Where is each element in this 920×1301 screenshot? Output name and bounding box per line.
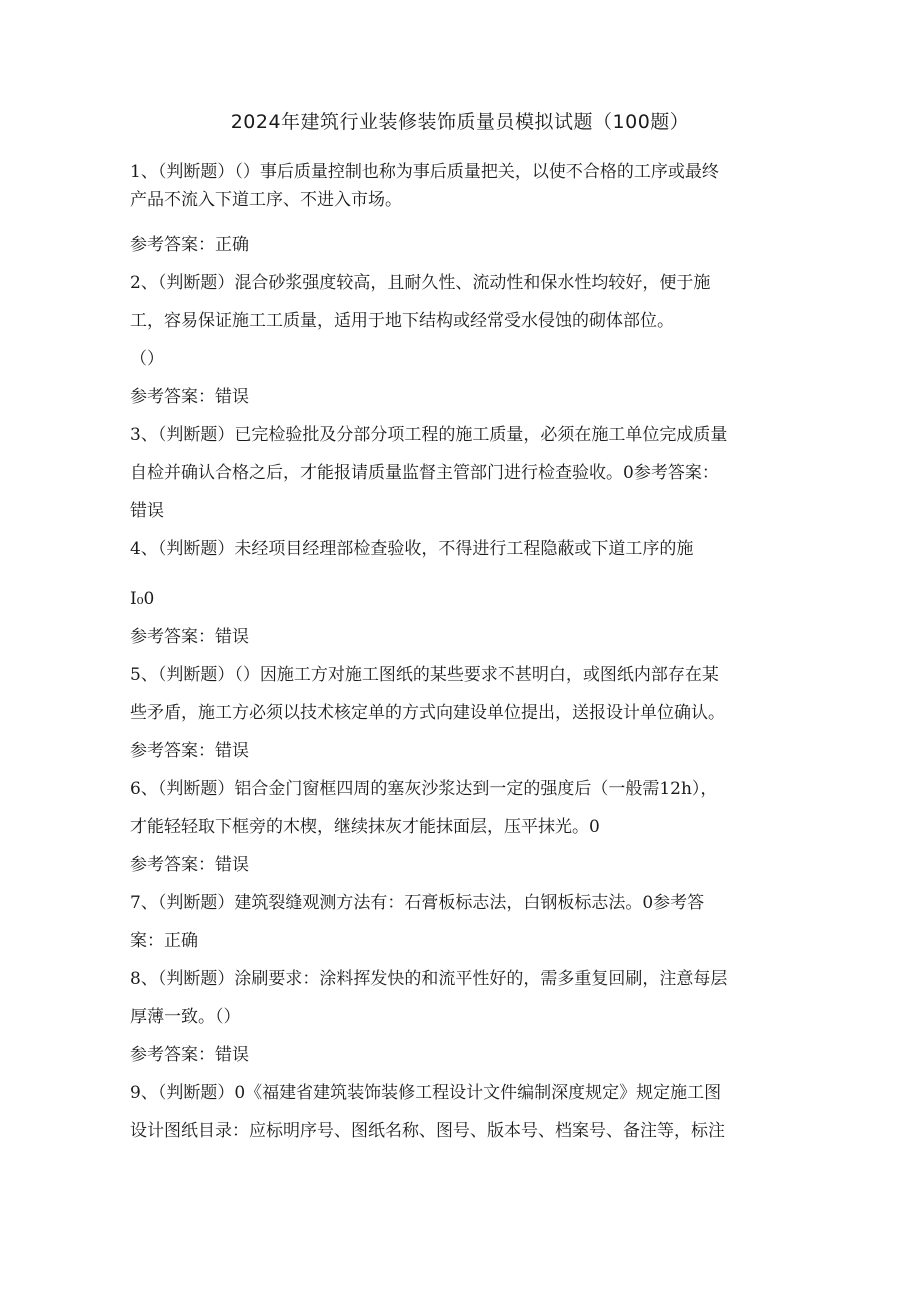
question-5-answer: 参考答案：错误 — [130, 741, 249, 761]
question-7-line-1: 7、（判断题）建筑裂缝观测方法有：石膏板标志法，白钢板标志法。0参考答 — [130, 893, 705, 913]
document-title: 2024年建筑行业装修装饰质量员模拟试题（100题） — [230, 111, 690, 133]
question-4-answer: 参考答案：错误 — [130, 627, 249, 647]
question-6-line-2: 才能轻轻取下框旁的木楔，继续抹灰才能抹面层，压平抹光。0 — [130, 817, 600, 837]
question-5-line-1: 5、（判断题）（）因施工方对施工图纸的某些要求不甚明白，或图纸内部存在某 — [130, 665, 719, 685]
question-3-line-3: 错误 — [130, 501, 164, 521]
question-9-line-2: 设计图纸目录：应标明序号、图纸名称、图号、版本号、档案号、备注等，标注 — [130, 1121, 725, 1141]
question-8-line-1: 8、（判断题）涂刷要求：涂料挥发快的和流平性好的，需多重复回刷，注意每层 — [130, 969, 728, 989]
question-1-answer: 参考答案：正确 — [130, 235, 249, 255]
question-1-line-2: 产品不流入下道工序、不进入市场。 — [130, 190, 402, 210]
question-list — [130, 158, 792, 1150]
question-1-line-1: 1、（判断题）（）事后质量控制也称为事后质量把关，以使不合格的工序或最终 — [130, 162, 719, 182]
question-4-line-1: 4、（判断题）未经项目经理部检查验收，不得进行工程隐蔽或下道工序的施 — [130, 539, 694, 559]
question-5-line-2: 些矛盾，施工方必须以技术核定单的方式向建设单位提出，送报设计单位确认。 — [130, 703, 725, 723]
question-6-answer: 参考答案：错误 — [130, 855, 249, 875]
question-2-line-1: 2、（判断题）混合砂浆强度较高，且耐久性、流动性和保水性均较好，便于施 — [130, 273, 711, 293]
question-8-line-2: 厚薄一致。（） — [130, 1007, 241, 1027]
question-9-line-1: 9、（判断题）0《福建省建筑装饰装修工程设计文件编制深度规定》规定施工图 — [130, 1083, 722, 1103]
question-3-line-2: 自检并确认合格之后，才能报请质量监督主管部门进行检查验收。0参考答案： — [130, 463, 719, 483]
question-2-answer: 参考答案：错误 — [130, 387, 249, 407]
question-8-answer: 参考答案：错误 — [130, 1045, 249, 1065]
question-6-line-1: 6、（判断题）铝合金门窗框四周的塞灰沙浆达到一定的强度后（一般需12h）， — [130, 779, 718, 799]
question-2-line-2: 工，容易保证施工工质量，适用于地下结构或经常受水侵蚀的砌体部位。 — [130, 311, 674, 331]
question-7-line-2: 案：正确 — [130, 931, 198, 951]
question-4-line-2: I₀0 — [130, 589, 155, 609]
question-2-line-3: （） — [130, 349, 164, 369]
question-3-line-1: 3、（判断题）已完检验批及分部分项工程的施工质量，必须在施工单位完成质量 — [130, 425, 728, 445]
